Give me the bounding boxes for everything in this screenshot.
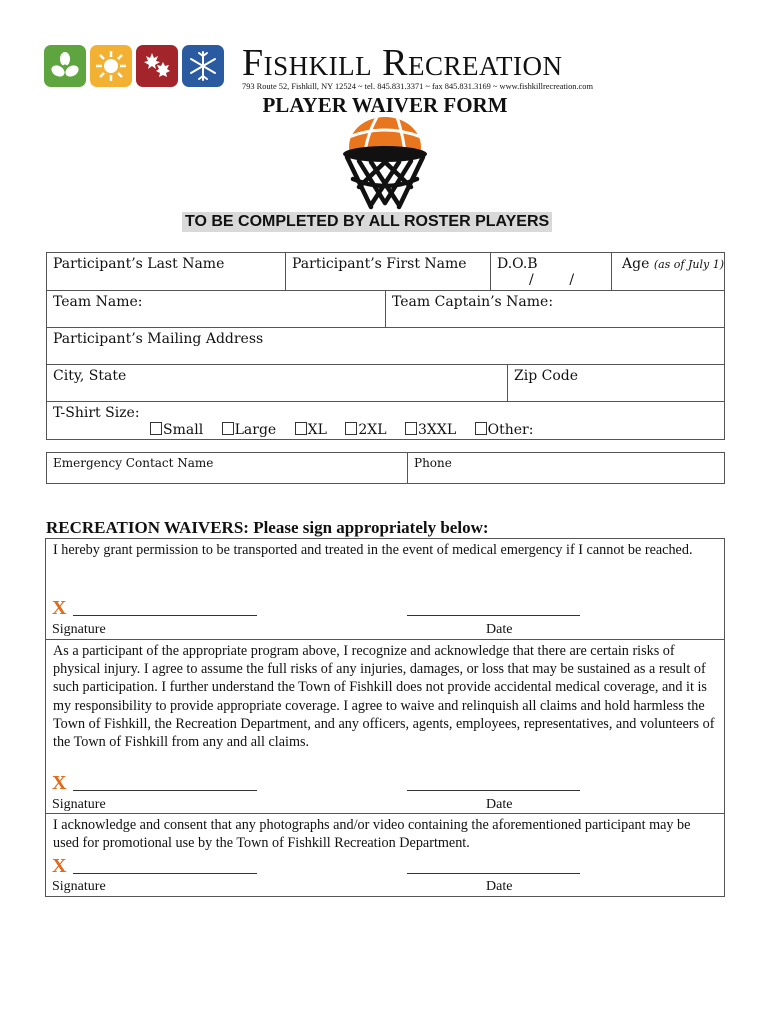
size-label: 3XXL [418,422,457,438]
emergency-contact-label: Emergency Contact Name [53,456,214,470]
photo-waiver-text: I acknowledge and consent that any photographs and/or video containing the aforementioned participant may be used for promotional use by the Town of Fishkill Recreation Department. [53,817,691,852]
checkbox[interactable] [405,422,417,435]
form-title: PLAYER WAIVER FORM [262,93,508,117]
age-text: Age [622,256,650,272]
size-label: XL [307,422,327,438]
date-line[interactable] [407,790,580,791]
mailing-address-label: Participant’s Mailing Address [53,331,264,347]
team-captain-field[interactable] [385,290,725,328]
age-field[interactable] [611,252,725,291]
signature-label: Signature [52,622,106,637]
last-name-field[interactable] [46,252,286,291]
checkbox[interactable] [222,422,234,435]
checkbox[interactable] [150,422,162,435]
size-label: 2XL [358,422,387,438]
signature-label: Signature [52,879,106,894]
sign-here-x: X [52,855,67,877]
age-label [622,256,724,272]
basketball-hoop-icon [337,117,433,215]
size-label: Small [163,422,204,438]
brand-name: Fishkill Recreation [242,42,563,84]
date-label: Date [486,797,513,812]
size-option-3xxl[interactable] [405,422,456,438]
size-label: Large [234,422,277,438]
size-label: Other: [487,422,534,438]
brand-block [242,44,637,91]
age-note: (as of July 1) [653,258,725,271]
signature-line[interactable] [73,873,257,874]
instruction-banner: TO BE COMPLETED BY ALL ROSTER PLAYERS [182,212,552,232]
zip-field[interactable] [507,364,725,402]
team-captain-label: Team Captain’s Name: [392,294,554,310]
trillium-flower-icon [44,45,86,87]
mailing-address-field[interactable] [46,327,725,365]
brand-address: 793 Route 52, Fishkill, NY 12524 ~ tel. 845.831.3371 ~ fax 845.831.3169 ~ www.fishkillrecreation.com [242,82,593,91]
signature-line[interactable] [73,790,257,791]
dob-label: D.O.B [497,256,538,272]
last-name-label: Participant’s Last Name [53,256,225,272]
team-name-field[interactable] [46,290,386,328]
team-name-label: Team Name: [53,294,143,310]
date-label: Date [486,879,513,894]
snowflake-icon [182,45,224,87]
emergency-phone-label: Phone [414,456,452,470]
size-option-small[interactable] [150,422,203,438]
tshirt-size-field [46,401,725,440]
signature-label: Signature [52,797,106,812]
photo-waiver [45,813,725,897]
first-name-field[interactable] [285,252,491,291]
first-name-label: Participant’s First Name [292,256,467,272]
dob-field[interactable] [490,252,612,291]
maple-leaves-icon [136,45,178,87]
sign-here-x: X [52,597,67,619]
checkbox[interactable] [345,422,357,435]
medical-waiver-text: I hereby grant permission to be transported and treated in the event of medical emergency if I cannot be reached. [53,542,693,558]
medical-waiver [45,538,725,640]
date-line[interactable] [407,615,580,616]
logo-group [44,45,224,87]
size-option-2xl[interactable] [345,422,386,438]
checkbox[interactable] [475,422,487,435]
city-state-field[interactable] [46,364,508,402]
zip-label: Zip Code [514,368,579,384]
size-option-other[interactable] [475,422,534,438]
dob-slashes: / / [529,272,575,288]
city-state-label: City, State [53,368,127,384]
waivers-heading: RECREATION WAIVERS: Please sign appropriately below: [46,518,489,537]
checkbox[interactable] [295,422,307,435]
tshirt-size-label: T-Shirt Size: [53,405,140,421]
tshirt-size-options [150,422,533,438]
date-line[interactable] [407,873,580,874]
signature-line[interactable] [73,615,257,616]
emergency-phone-field[interactable] [407,452,725,484]
liability-waiver-text: As a participant of the appropriate program above, I recognize and acknowledge that there are certain risks of physical injury. I agree to assume the full risks of any injuries, damages, or loss that may be sustained as a result of such participation. I further understand the Town of Fishkill does not provide accidental medical coverage, and it is my responsibility to provide appropriate coverage. I agree to waive and relinquish all claims and hold harmless the Town of Fishkill, the Recreation Department, and any officers, agents, employees, representatives, and volunteers of the Town of Fishkill from any and all claims. [53,643,715,751]
date-label: Date [486,622,513,637]
sun-icon [90,45,132,87]
liability-waiver [45,639,725,814]
size-option-xl[interactable] [295,422,327,438]
emergency-contact-field[interactable] [46,452,408,484]
sign-here-x: X [52,772,67,794]
size-option-large[interactable] [222,422,277,438]
